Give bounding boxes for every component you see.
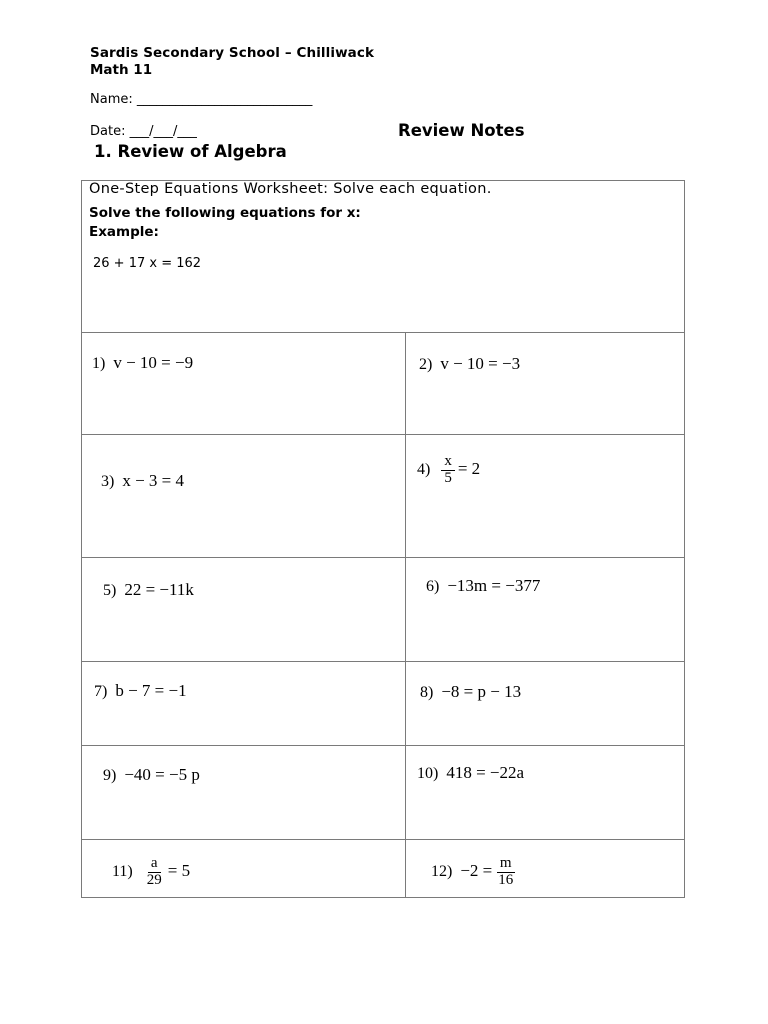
worksheet-title: One-Step Equations Worksheet: Solve each equation.	[89, 181, 492, 197]
problem-9	[103, 765, 200, 785]
problem-equation: −13m = −377	[447, 576, 541, 595]
fraction-numerator: m	[497, 856, 515, 873]
problem-number: 3)	[101, 473, 115, 490]
problem-number: 4)	[417, 461, 431, 479]
problem-equation: x − 3 = 4	[122, 471, 185, 490]
table-column-divider	[405, 332, 406, 898]
problem-equation: 418 = −22a	[446, 763, 525, 782]
problem-number: 9)	[103, 767, 117, 784]
problem-number: 1)	[92, 355, 106, 372]
fraction-numerator: a	[148, 856, 161, 873]
problem-equation: −2 =	[460, 861, 493, 881]
problem-number: 8)	[420, 684, 434, 701]
problem-equation: −40 = −5 p	[124, 765, 200, 784]
date-field: Date: ___/___/___	[90, 124, 197, 139]
problem-equation: b − 7 = −1	[115, 681, 187, 700]
problem-number: 10)	[417, 765, 439, 782]
problem-number: 12)	[431, 863, 453, 881]
problem-2	[419, 354, 520, 374]
problem-10	[417, 763, 524, 783]
fraction	[495, 856, 516, 889]
problem-equation: v − 10 = −9	[113, 353, 194, 372]
table-divider	[81, 839, 685, 840]
fraction	[441, 454, 455, 487]
problem-equation: v − 10 = −3	[440, 354, 521, 373]
problem-number: 5)	[103, 582, 117, 599]
worksheet-instruction: Solve the following equations for x:	[89, 205, 361, 221]
problem-equation: = 5	[167, 861, 191, 881]
problem-number: 11)	[112, 863, 133, 881]
problem-number: 7)	[94, 683, 108, 700]
course-name: Math 11	[90, 62, 153, 78]
problem-equation: 22 = −11k	[124, 580, 194, 599]
problem-equation: = 2	[457, 459, 481, 479]
fraction-denominator: 5	[444, 469, 452, 486]
document-title: Review Notes	[398, 121, 525, 140]
problem-1	[92, 353, 193, 373]
school-name: Sardis Secondary School – Chilliwack	[90, 45, 375, 61]
problem-3	[101, 471, 184, 491]
fraction-numerator: x	[441, 454, 455, 471]
problem-5	[103, 580, 194, 600]
fraction-denominator: 29	[146, 871, 162, 888]
table-divider	[81, 745, 685, 746]
problem-7	[94, 681, 187, 701]
table-divider	[81, 557, 685, 558]
problem-number: 6)	[426, 578, 440, 595]
problem-number: 2)	[419, 356, 433, 373]
problem-8	[420, 682, 521, 702]
section-title: 1. Review of Algebra	[94, 142, 287, 161]
problem-equation: −8 = p − 13	[441, 682, 522, 701]
example-equation: 26 + 17 x = 162	[93, 256, 202, 271]
problem-12	[431, 856, 519, 889]
fraction-denominator: 16	[498, 871, 514, 888]
table-divider	[81, 332, 685, 333]
problem-11	[112, 856, 190, 889]
example-label: Example:	[89, 224, 159, 240]
table-divider	[81, 434, 685, 435]
problem-6	[426, 576, 540, 596]
name-field: Name: ___________________________	[90, 92, 313, 107]
worksheet-table	[81, 180, 685, 898]
fraction	[144, 856, 165, 889]
table-divider	[81, 661, 685, 662]
problem-4	[417, 454, 480, 487]
